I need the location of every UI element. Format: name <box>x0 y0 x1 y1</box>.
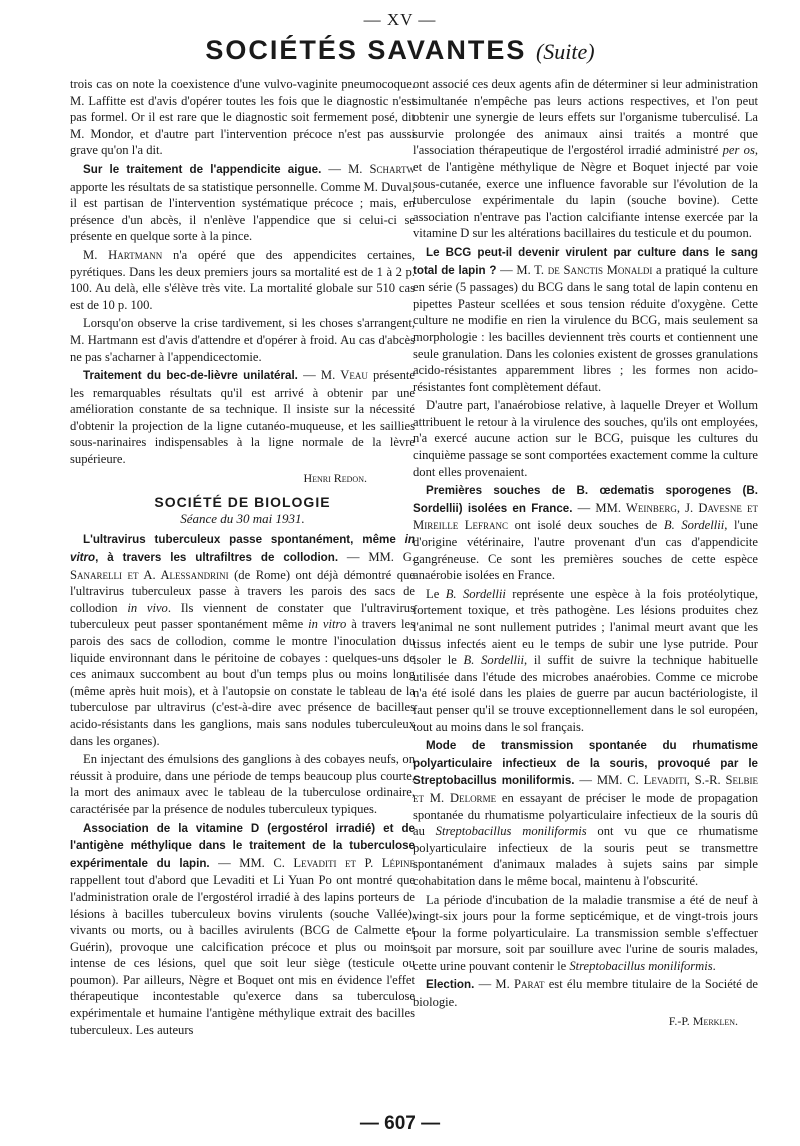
paragraph <box>413 76 758 242</box>
paragraph-text: . <box>712 958 716 973</box>
signature: Henri Redon. <box>303 470 367 485</box>
paragraph <box>413 737 758 889</box>
paragraph: En injectant des émulsions des ganglions à des cobayes neufs, on réussit à produire, dans une période de temps beaucoup plus courte, la mort des animaux avec le tableau de la tuberculose ordinaire, caractérisée par la présence de nodules tuberculeux typiques. <box>70 752 415 816</box>
paragraph <box>413 482 758 584</box>
paragraph <box>70 367 415 468</box>
author: — MM. G. Sanarelli et A. Alessandrini <box>70 550 415 582</box>
paragraph <box>413 586 758 735</box>
page-folio: — XV — <box>363 10 437 29</box>
italic-text: B. Sordellii <box>445 586 506 601</box>
page-header <box>0 35 800 66</box>
article-heading: Le BCG peut-il devenir virulent par culture dans le sang total de lapin ? <box>413 245 758 277</box>
paragraph-text: est élu membre titulaire de la Société de biologie. <box>413 977 759 1010</box>
section-title: SOCIÉTÉ DE BIOLOGIE <box>154 494 331 511</box>
paragraph <box>70 161 415 245</box>
paragraph-text: , il suffit de suivre la technique habituelle utilisée dans l'étude des microbes anaérobies. Comme ce microbe n'a été isolé dans les plaies de guerre par aucun bactériologiste, il faut penser qu'il se trouve exceptionnellement dans le sol européen, tout au moins dans le sol français. <box>413 653 759 734</box>
article-heading: Premières souches de B. œdematis sporogenes (B. Sordellii) isolées en France. <box>413 484 758 515</box>
paragraph-text: ont vu que ce rhumatisme polyarticulaire infectieux de la souris peut se transmettre spontanément d'animaux malades à sujets sains par simple cohabitation dans le même bocal, maintenu à l'obscurité. <box>413 824 758 888</box>
italic-text: Streptobacillus moniliformis <box>435 824 587 839</box>
paragraph <box>70 247 415 313</box>
paragraph-text: à travers les parois des sacs de collodion, comme le montre l'inoculation du liquide environnant dans le péritoine de cobayes : quelques-uns de ces animaux succombent au bout d'un temps plus ou moins long (même après huit mois), et à l'autopsie on constate le tableau de la tuberculose par ultravirus (c'est-à-dire avec présence de bacilles acido-résistants dans les ganglions, mais sans nodules tuberculeux dans les organes). <box>70 617 415 748</box>
italic-text: in vitro <box>308 617 347 632</box>
article-heading: Election. <box>426 978 475 992</box>
heading-text: , à travers les ultrafiltres de collodion. <box>95 551 339 565</box>
article-heading: Sur le traitement de l'appendicite aigue. <box>83 162 322 176</box>
header-title: SOCIÉTÉS SAVANTES <box>205 35 527 65</box>
paragraph-text: La période d'incubation de la maladie transmise a été de neuf à vingt-six jours pour la forme septicémique, et de vingt-trois jours pour la forme polyarticulaire. La transmission semble s'effectuer soit par morsure, soit par souillure avec l'urine de souris malades, cette urine pouvant contenir le <box>413 892 758 973</box>
article-heading: Mode de transmission spontanée du rhumatisme polyarticulaire infectieux de la souris, provoqué par le Streptobacillus moniliformis. <box>413 739 758 788</box>
author: — MM. C. Levaditi, S.-R. Selbie et M. Delorme <box>413 773 758 805</box>
paragraph-text: n'a opéré que des appendicites certaines, pyrétiques. Dans les deux premiers jours sa mortalité est de 1 à 2 p. 100. Au delà, elle s'élève très vite. La mortalité globale sur 510 cas est de 10 p. 100. <box>70 247 415 312</box>
author: — MM. Weinberg, J. Davesne et Mireille Lefranc <box>413 500 758 533</box>
heading-text: L'ultravirus tuberculeux passe spontanément, même <box>83 533 396 547</box>
section-date: Séance du 30 mai 1931. <box>180 510 305 526</box>
paragraph-text: , et de l'antigène méthylique de Nègre et Boquet injecté par voie sous-cutanée, exerce une influence favorable sur l'évolution de la tuberculose expérimentale du lapin (souche bovine). Cette association n'entrave pas l'action calcifiante intense exercée par la vitamine D sur les altérations bacillaires du testicule et du poumon. <box>413 143 759 241</box>
author: — M. Schartw <box>328 161 415 176</box>
paragraph-text: rappellent tout d'abord que Levaditi et Li Yuan Po ont montré que l'administration orale de l'ergostérol irradié à des lapins porteurs de lésions à bacilles tuberculeux bovins virulents (souche Vallée), vivants ou morts, ou à bacilles avirulents (BCG de Calmette et Guérin), provoque une calcification précoce et plus ou moins intense de ces lésions, quel que soit leur siège (testicule ou poumon). Par ailleurs, Nègre et Boquet ont mis en évidence l'effet thérapeutique incontestable qu'exerce dans sa tuberculose expérimentale et humaine l'antigène méthylique extrait des bacilles tuberculeux. Les auteurs <box>70 873 415 1037</box>
right-column <box>413 76 758 1037</box>
italic-text: B. Sordellii <box>463 653 525 668</box>
author: — MM. C. Levaditi et P. Lépine <box>218 855 415 870</box>
paragraph-text: a pratiqué la culture en série (5 passages) du BCG dans le sang total de lapin contenu en pipettes Pasteur scellées et sous tension réduite d'oxygène. Cette culture ne modifie en rien la virulence du BCG, mais seulement sa morphologie : les bacilles deviennent très courts et contiennent une seule granulation. Dans les colonies existent de grosses granulations acido-résistantes apparemment libres ; les formes non acido-résistantes font complètement défaut. <box>413 262 758 394</box>
author: — M. Veau <box>303 368 368 383</box>
page-number: — 607 — <box>359 1113 441 1134</box>
paragraph-text: ont associé ces deux agents afin de déterminer si leur administration simultanée n'empêche pas leurs actions respectives, et l'on peut obtenir une synergie de leurs effets sur l'organisme tuberculisé. La survie prolongée des animaux ainsi traités a montré que l'association thérapeutique de l'ergostérol irradié administré <box>413 77 758 158</box>
paragraph: trois cas on note la coexistence d'une vulvo-vaginite pneumocoque. M. Laffitte est d'avis d'opérer toutes les fois que le diagnostic n'est pas formel. Or il est rare que le diagnostic soit fermement posé, dit M. Mondor, et d'autre part l'intervention précoce n'est pas aussi grave qu'on l'a dit. <box>70 77 415 158</box>
italic-text: Streptobacillus moniliformis <box>569 958 713 973</box>
paragraph: D'autre part, l'anaérobiose relative, à laquelle Dreyer et Wollum attribuent le retour à la virulence des souches, qu'ils ont employées, n'a exercé aucune action sur le BCG, puisque les cultures du cinquième passage se sont comportées exactement comme la culture dont elles provenaient. <box>413 398 758 479</box>
paragraph <box>70 820 415 1039</box>
heading-italic: in vitro <box>70 533 415 565</box>
paragraph <box>413 244 758 395</box>
header-suite: (Suite) <box>535 39 595 64</box>
paragraph-text: (de Rome) ont déjà démontré que l'ultravirus tuberculeux passe à travers les parois des sacs de collodion <box>70 567 415 615</box>
italic-text: B. Sordellii <box>663 518 725 533</box>
paragraph-text: apporte les résultats de sa statistique personnelle. Comme M. Duval, il est partisan de l'intervention systématique précoce ; mais, en présence d'un abcès, il n'enlève l'appendice que si celui-ci se présente en quelque sorte à la pince. <box>70 179 415 244</box>
paragraph-text: en essayant de préciser le mode de propagation spontanée du rhumatisme polyarticulaire infectieux de la souris dû au <box>413 790 759 839</box>
paragraph <box>70 531 415 749</box>
paragraph-text: présente les remarquables résultats qu'il est arrivé à obtenir par une amélioration constante de sa technique. Il insiste sur la nécessité d'obtenir la projection de la ligne cutanéo-muqueuse, et les saillies sous-narinaires indispensables à la ligne normale de la lèvre supérieure. <box>70 368 415 467</box>
signature: F.-P. Merklen. <box>668 1013 738 1028</box>
paragraph-text: , l'une d'origine vétérinaire, l'autre provenant d'un cas d'appendicite gangréneuse. Ce sont les premières souches de cette espèce anaérobie isolées en France. <box>413 518 758 583</box>
article-heading: Association de la vitamine D (ergostérol irradié) et de l'antigène méthylique dans le traitement de la tuberculose expérimentale du lapin. <box>70 821 415 870</box>
paragraph <box>413 976 758 1010</box>
author: M. Hartmann <box>83 247 163 262</box>
paragraph-text: Le <box>426 586 440 601</box>
author: — M. Parat <box>478 977 545 992</box>
paragraph: Lorsqu'on observe la crise tardivement, si les choses s'arrangent, M. Hartmann est d'avis d'attendre et d'opérer à froid. Au cas d'abcès ne pas s'acharner à l'appendicectomie. <box>70 316 415 364</box>
paragraph-text: représente une espèce à la fois protéolytique, fortement toxique, et très pathogène. Les lésions produites chez l'animal ne sont nullement putrides ; l'animal meurt avant que les tissus infectés aient eu le temps de subir une lyse putride. Pour isoler le <box>413 586 758 668</box>
italic-text: in vivo <box>127 600 168 615</box>
paragraph <box>413 892 758 975</box>
paragraph-text: . Ils viennent de constater que l'ultravirus tuberculeux peut passer spontanément même <box>70 600 416 632</box>
author: — M. T. de Sanctis Monaldi <box>500 262 653 277</box>
paragraph-text: ont isolé deux souches de <box>514 518 658 533</box>
italic-text: per os <box>722 143 755 158</box>
article-heading: Traitement du bec-de-lièvre unilatéral. <box>83 369 298 383</box>
left-column <box>70 76 415 1040</box>
